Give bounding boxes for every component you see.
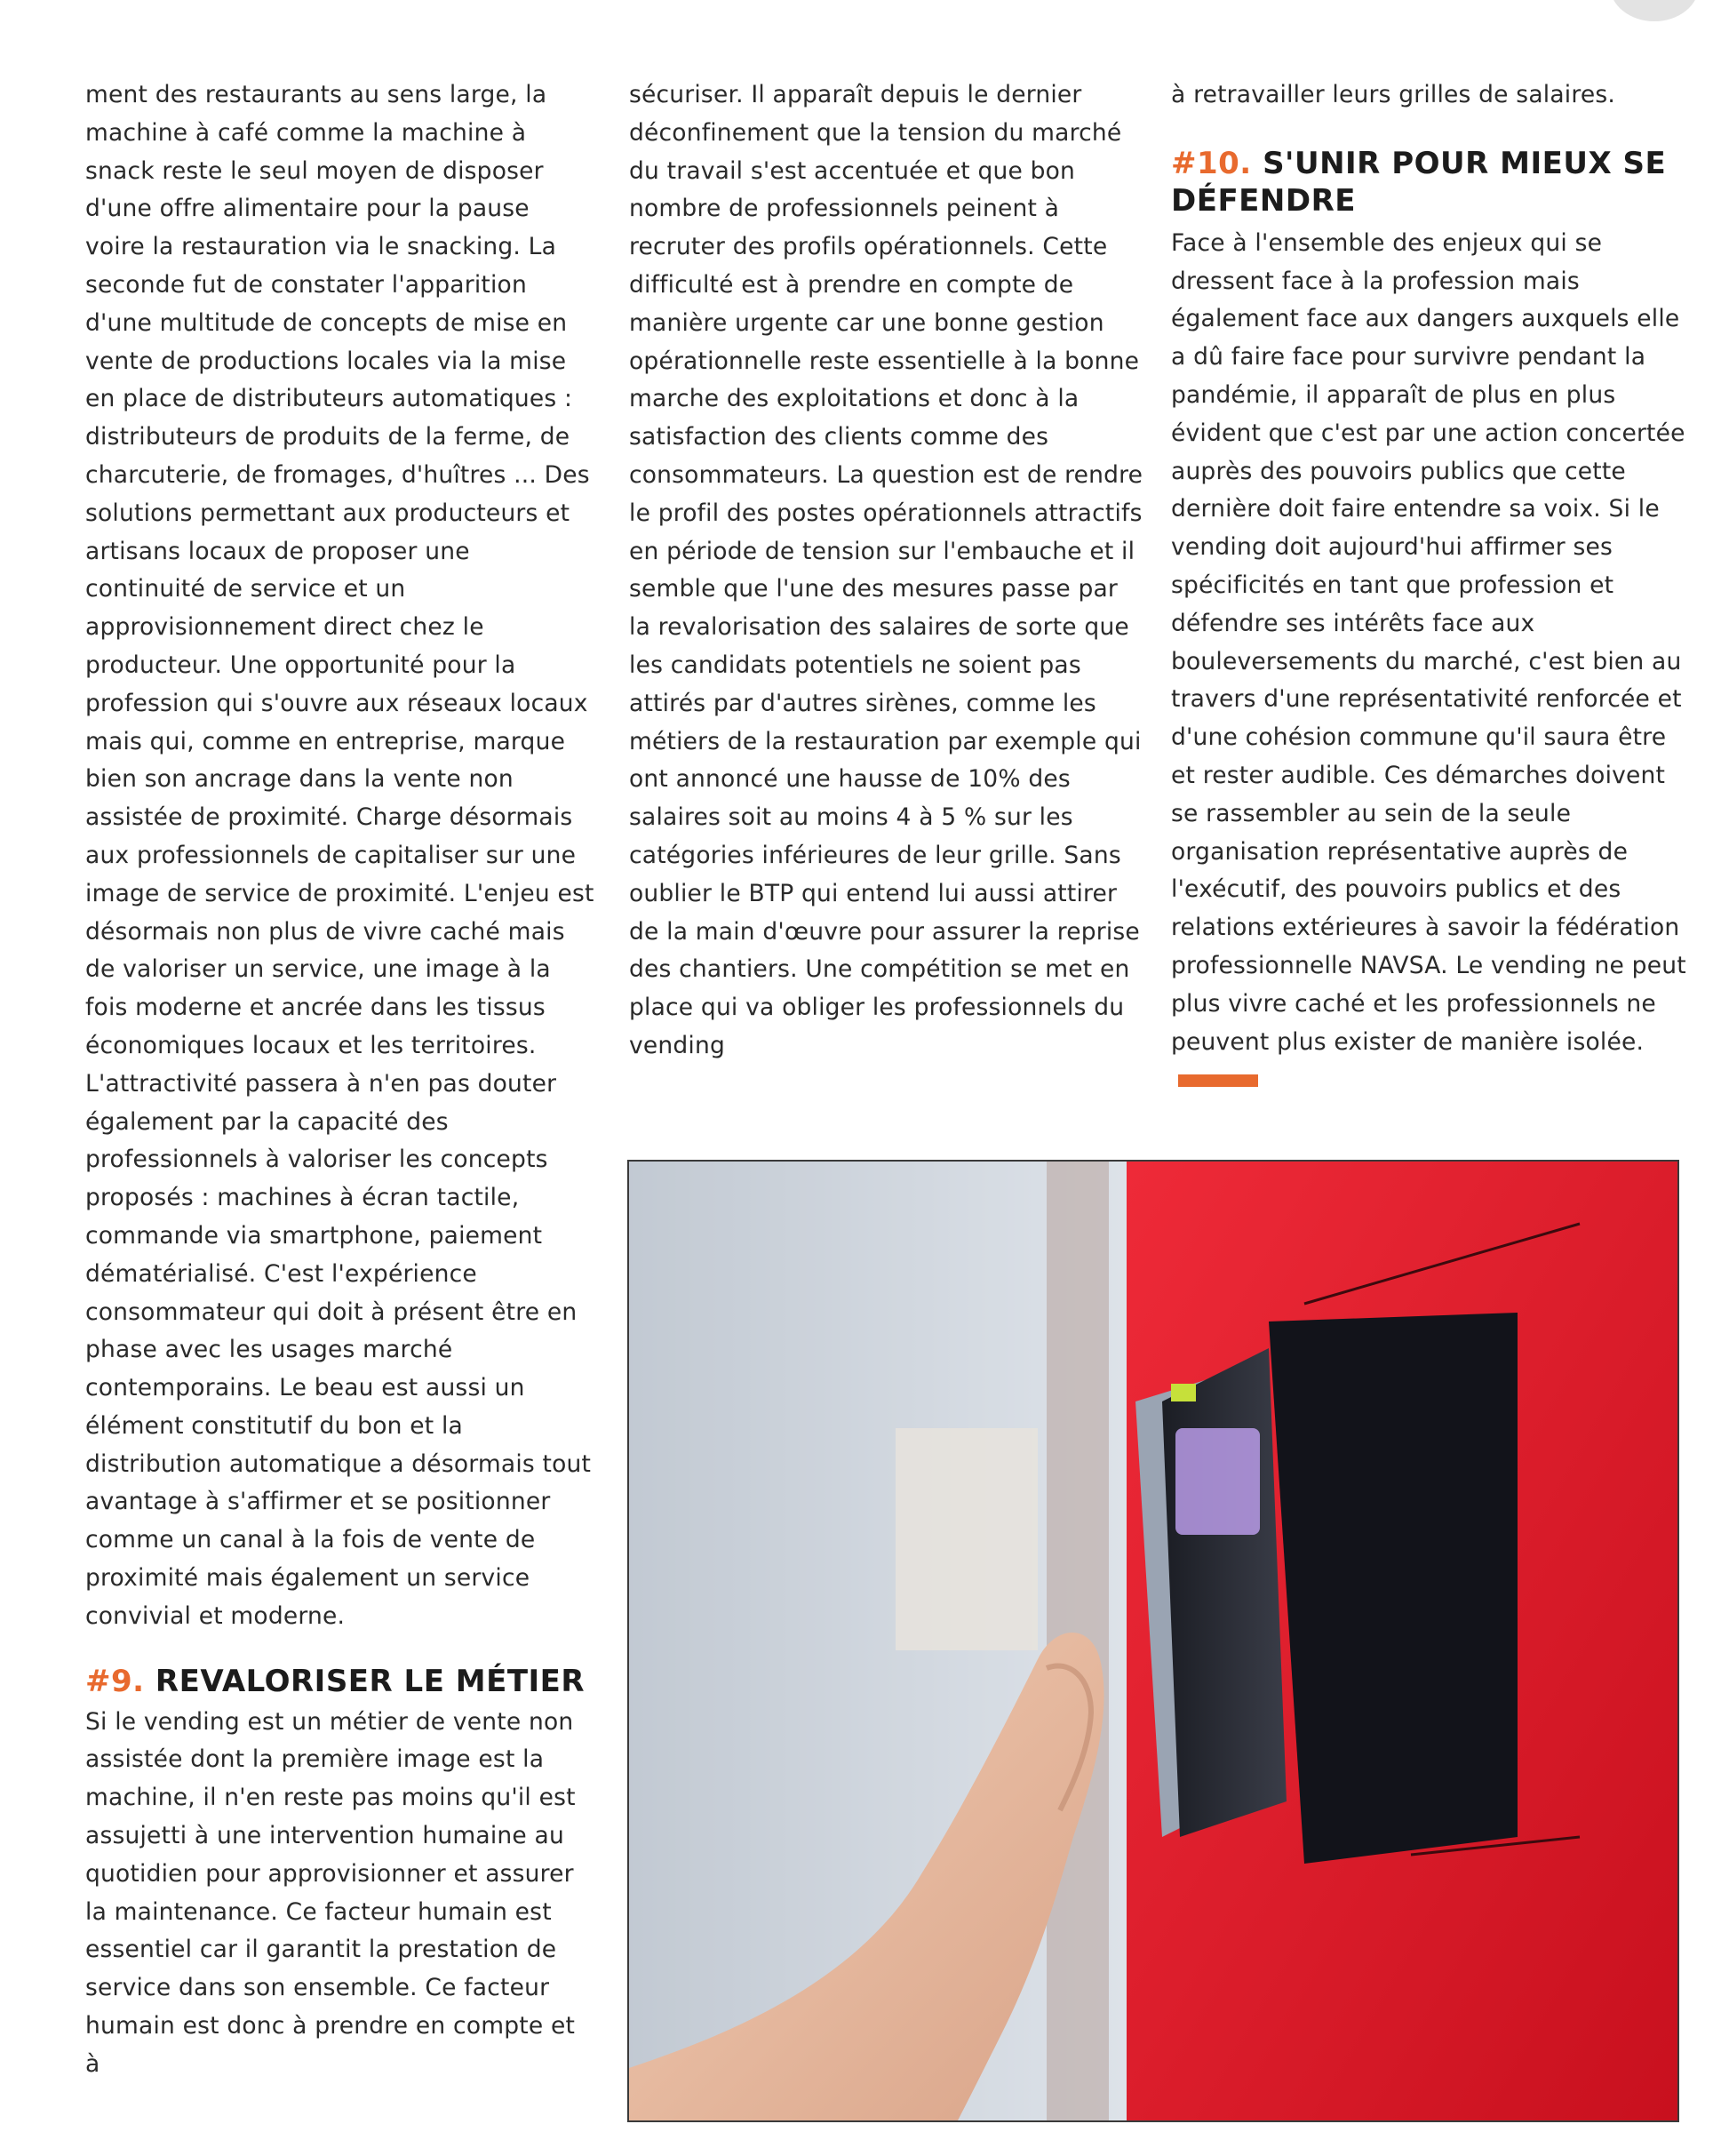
article-column-1	[85, 76, 596, 2084]
photo-phone-dark	[1162, 1348, 1287, 1837]
article-column-2	[629, 76, 1144, 1066]
photo-wall-sign	[896, 1428, 1038, 1650]
article-column-3	[1171, 76, 1686, 1099]
column-3-paragraph-2	[1171, 225, 1686, 1099]
page-corner-tab	[1610, 0, 1699, 21]
column-3-paragraph-2-text: Face à l'ensemble des enjeux qui se dressent face à la profession mais également face aux dangers auxquels elle a dû faire face pour survivre pendant la pandémie, il apparaît de plus en plus évident que c'est par une action concertée auprès des pouvoirs publics que cette dernière doit faire entendre sa voix. Si le vending doit aujourd'hui affirmer ses spécificités en tant que profession et défendre ses intérêts face aux bouleversements du marché, c'est bien au travers d'une représentativité renforcée et d'une cohésion commune qu'il saura être et rester audible. Ces démarches doivent se rassembler au sein de la seule organisation représentative auprès de l'exécutif, des pouvoirs publics et des relations extérieures à savoir la fédération professionnelle NAVSA. Le vending ne peut plus vivre caché et les professionnels ne peuvent plus exister de manière isolée.	[1171, 228, 1686, 1056]
photo-illustration	[629, 1162, 1677, 2120]
column-1-paragraph-1: ment des restaurants au sens large, la machine à café comme la machine à snack reste le seul moyen de disposer d'une offre alimentaire pour la pause voire la restauration via le snacking. La seconde fut de constater l'apparition d'une multitude de concepts de mise en vente de productions locales via la mise en place de distributeurs automatiques : distributeurs de produits de la ferme, de charcuterie, de fromages, d'huîtres ... Des solutions permettant aux producteurs et artisans locaux de proposer une continuité de service et un approvisionnement direct chez le producteur. Une opportunité pour la profession qui s'ouvre aux réseaux locaux mais qui, comme en entreprise, marque bien son ancrage dans la vente non assistée de proximité. Charge désormais aux professionnels de capitaliser sur une image de service de proximité. L'enjeu est désormais non plus de vivre caché mais de valoriser un service, une image à la fois moderne et ancrée dans les tissus économiques locaux et les territoires. L'attractivité passera à n'en pas douter également par la capacité des professionnels à valoriser les concepts proposés : machines à écran tactile, commande via smartphone, paiement dématérialisé. C'est l'expérience consommateur qui doit à présent être en phase avec les usages marché contemporains. Le beau est aussi un élément constitutif du bon et la distribution automatique a désormais tout avantage à s'affirmer et se positionner comme un canal à la fois de vente de proximité mais également un service convivial et moderne.	[85, 81, 594, 1630]
section-title-10: S'UNIR POUR MIEUX SE DÉFENDRE	[1171, 145, 1667, 219]
section-number-9: #9.	[85, 1663, 145, 1699]
section-number-10: #10.	[1171, 145, 1252, 181]
column-2-paragraph-1: sécuriser. Il apparaît depuis le dernier déconfinement que la tension du marché du travail s'est accentuée et que bon nombre de professionnels peinent à recruter des profils opérationnels. Cette difficulté est à prendre en compte de manière urgente car une bonne gestion opérationnelle reste essentielle à la bonne marche des exploitations et donc à la satisfaction des clients comme des consommateurs. La question est de rendre le profil des postes opérationnels attractifs en période de tension sur l'embauche et il semble que l'une des mesures passe par la revalorisation des salaires de sorte que les candidats potentiels ne soient pas attirés par d'autres sirènes, comme les métiers de la restauration par exemple qui ont annoncé une hausse de 10% des salaires soit au moins 4 à 5 % sur les catégories inférieures de leur grille. Sans oublier le BTP qui entend lui aussi attirer de la main d'œuvre pour assurer la reprise des chantiers. Une compétition se met en place qui va obliger les professionnels du vending	[629, 81, 1143, 1059]
section-heading-10	[1171, 145, 1686, 220]
photo-phone-screen	[1175, 1428, 1260, 1535]
section-title-9: REVALORISER LE MÉTIER	[155, 1663, 586, 1699]
article-end-mark	[1178, 1074, 1258, 1087]
section-heading-9	[85, 1663, 596, 1700]
column-1-paragraph-2: Si le vending est un métier de vente non assistée dont la première image est la machine, il n'en reste pas moins qu'il est assujetti à une intervention humaine au quotidien pour approvisionner et assurer la maintenance. Ce facteur humain est essentiel car il garantit la prestation de service dans son ensemble. Ce facteur humain est donc à prendre en compte et à	[85, 1707, 576, 2078]
contactless-payment-photo	[627, 1160, 1679, 2122]
photo-phone-badge	[1171, 1384, 1196, 1401]
column-3-paragraph-1: à retravailler leurs grilles de salaires.	[1171, 81, 1615, 108]
photo-terminal	[1269, 1313, 1518, 1864]
